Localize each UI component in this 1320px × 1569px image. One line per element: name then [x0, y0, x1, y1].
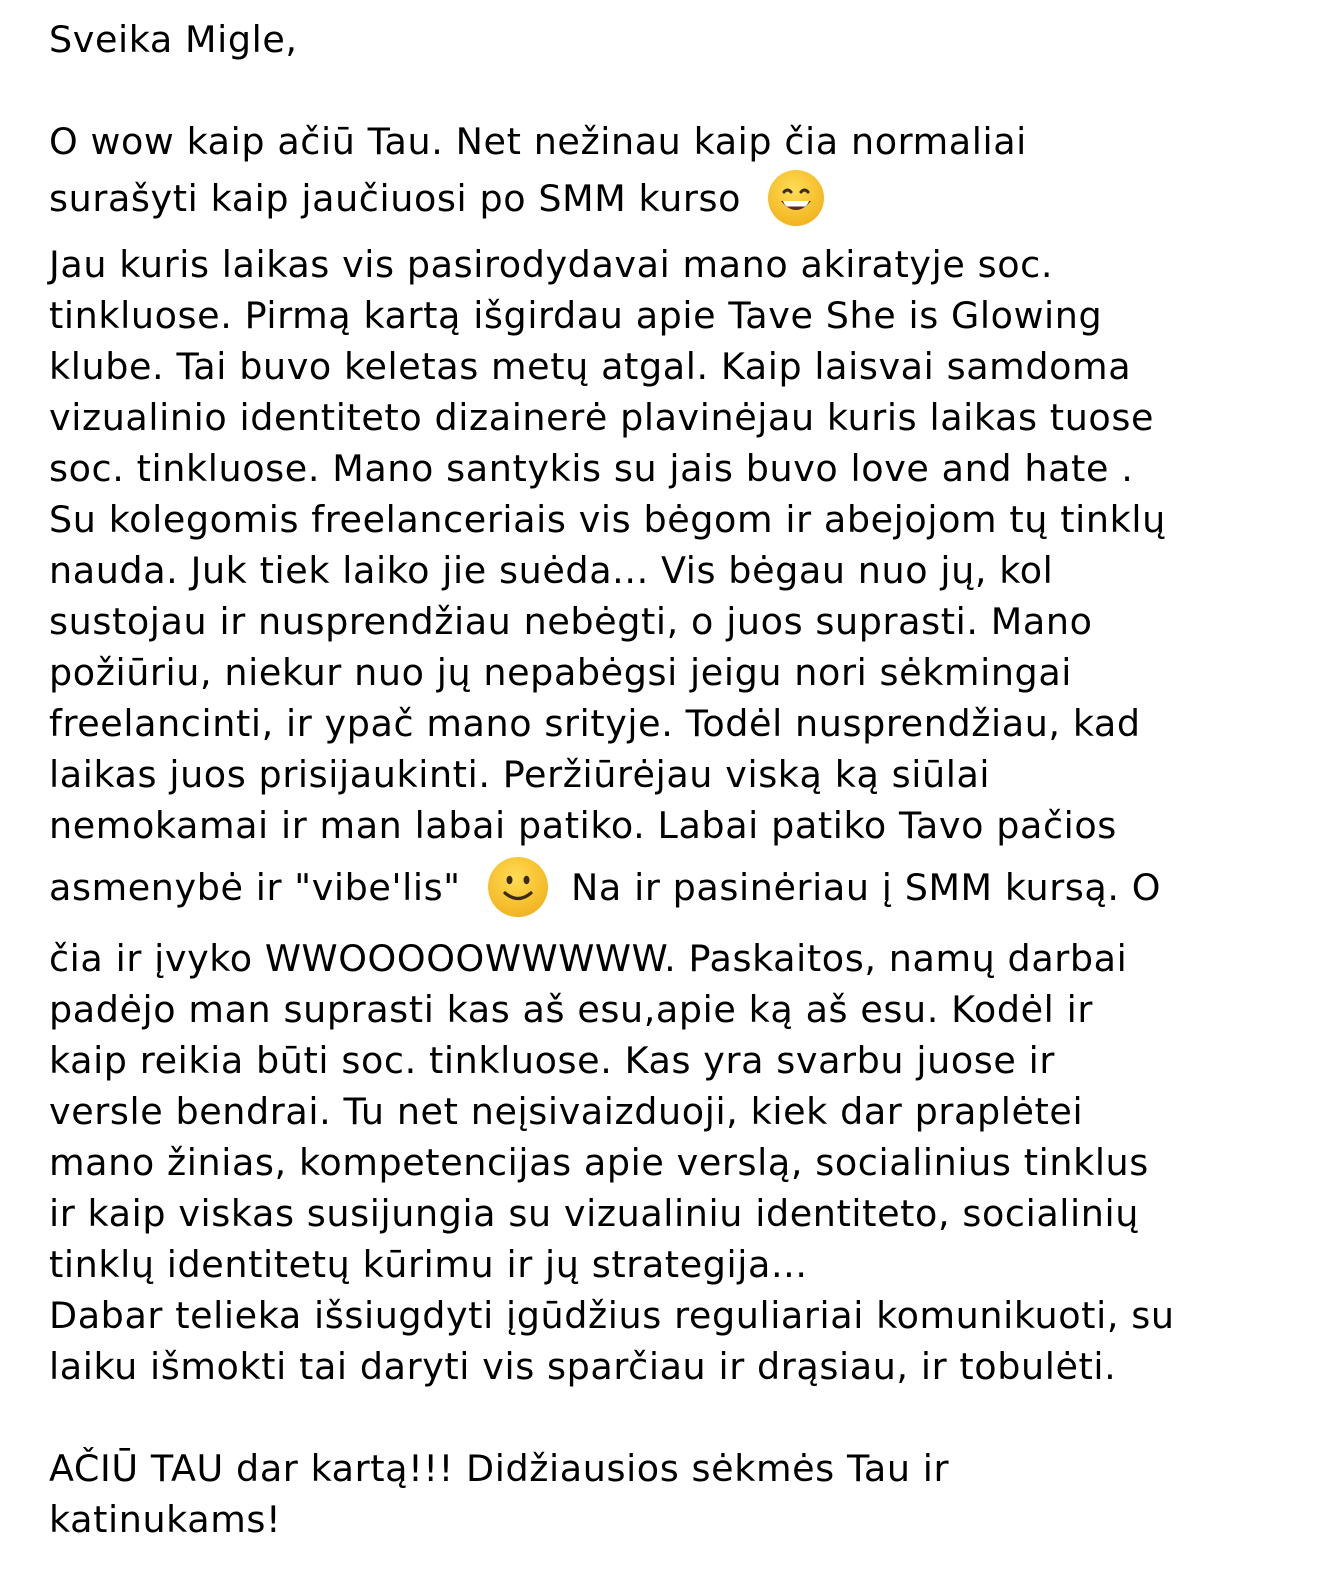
smiling-face-icon [487, 856, 549, 918]
paragraph-line: soc. tinkluose. Mano santykis su jais buvo love and hate . [49, 447, 1134, 490]
paragraph-line: ir kaip viskas susijungia su vizualiniu identiteto, socialinių [49, 1192, 1139, 1235]
paragraph-line: tinklų identitetų kūrimu ir jų strategija... [49, 1243, 808, 1286]
paragraph-line-with-emoji [49, 167, 1317, 231]
paragraph-line: laikas juos prisijaukinti. Peržiūrėjau viską ką siūlai [49, 753, 991, 796]
grinning-face-icon [767, 169, 825, 227]
paragraph-line: tinkluose. Pirmą kartą išgirdau apie Tave She is Glowing [49, 294, 1103, 337]
paragraph-line: laiku išmokti tai daryti vis sparčiau ir drąsiau, ir tobulėti. [49, 1345, 1117, 1388]
paragraph-text: asmenybė ir "vibe'lis" [49, 866, 461, 909]
paragraph-line: versle bendrai. Tu net neįsivaizduoji, kiek dar praplėtei [49, 1090, 1084, 1133]
paragraph-line: nauda. Juk tiek laiko jie suėda... Vis bėgau nuo jų, kol [49, 549, 1054, 592]
blank-line [49, 65, 1317, 116]
paragraph-line: sustojau ir nusprendžiau nebėgti, o juos suprasti. Mano [49, 600, 1093, 643]
letter-body [49, 14, 1317, 1545]
closing-line: AČIŪ TAU dar kartą!!! Didžiausios sėkmės Tau ir [49, 1447, 950, 1490]
paragraph-line: kaip reikia būti soc. tinkluose. Kas yra svarbu juose ir [49, 1039, 1055, 1082]
paragraph-line: padėjo man suprasti kas aš esu,apie ką aš esu. Kodėl ir [49, 988, 1093, 1031]
paragraph-line: vizualinio identiteto dizainerė plavinėjau kuris laikas tuose [49, 396, 1155, 439]
paragraph-line: čia ir įvyko WWOOOOOWWWWW. Paskaitos, namų darbai [49, 937, 1128, 980]
paragraph-line: mano žinias, kompetencijas apie verslą, socialinius tinklus [49, 1141, 1149, 1184]
closing-line: katinukams! [49, 1498, 282, 1541]
paragraph-line: nemokamai ir man labai patiko. Labai patiko Tavo pačios [49, 804, 1117, 847]
paragraph-line: Su kolegomis freelanceriais vis bėgom ir abejojom tų tinklų [49, 498, 1166, 541]
paragraph-line: klube. Tai buvo keletas metų atgal. Kaip laisvai samdoma [49, 345, 1132, 388]
blank-line [49, 1392, 1317, 1443]
greeting: Sveika Migle, [49, 18, 298, 61]
paragraph-text: surašyti kaip jaučiuosi po SMM kurso [49, 177, 742, 220]
paragraph-line: Jau kuris laikas vis pasirodydavai mano akiratyje soc. [49, 243, 1054, 286]
paragraph-line: Dabar telieka išsiugdyti įgūdžius reguliariai komunikuoti, su [49, 1294, 1175, 1337]
paragraph-line: O wow kaip ačiū Tau. Net nežinau kaip čia normaliai [49, 120, 1027, 163]
paragraph-line: freelancinti, ir ypač mano srityje. Todėl nusprendžiau, kad [49, 702, 1141, 745]
paragraph-text: Na ir pasinėriau į SMM kursą. O [571, 866, 1162, 909]
paragraph-line-with-emoji [49, 851, 1317, 925]
paragraph-line: požiūriu, niekur nuo jų nepabėgsi jeigu nori sėkmingai [49, 651, 1073, 694]
